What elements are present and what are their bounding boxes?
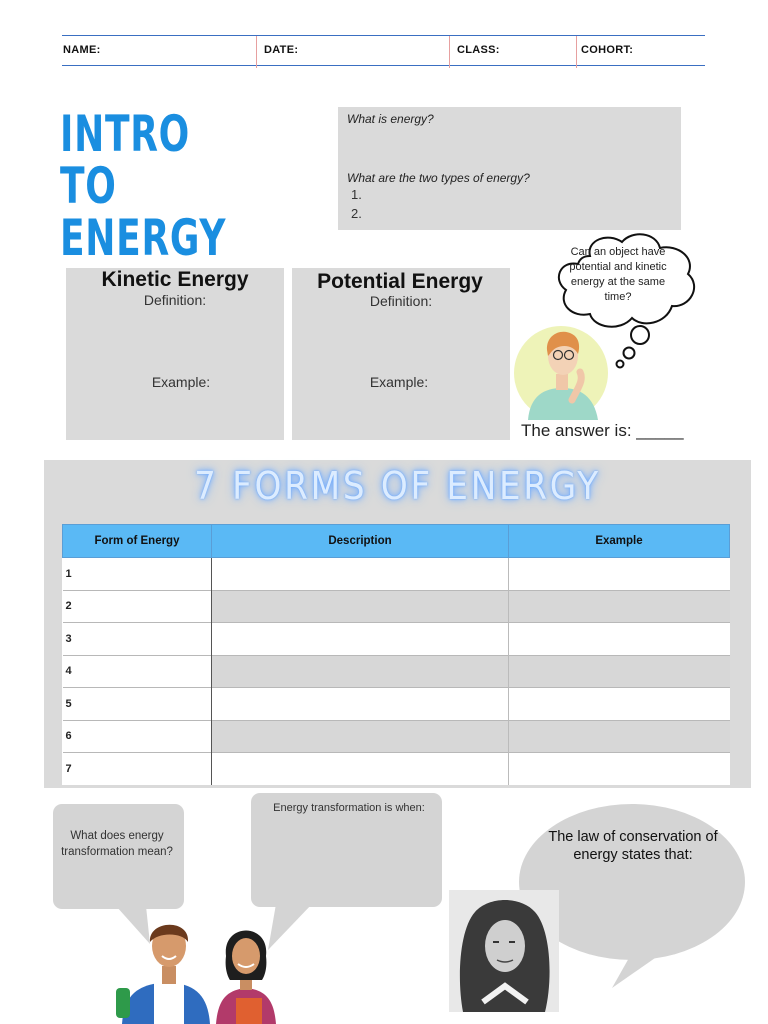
description-cell[interactable] [212,590,509,623]
potential-definition-label: Definition: [369,293,433,309]
thought-question: Can an object have potential and kinetic energy at the same time? [569,246,667,303]
kinetic-energy-card [66,268,284,440]
description-cell[interactable] [212,623,509,656]
thinking-person-icon [514,326,614,420]
row-number: 1 [63,558,212,591]
potential-energy-card [292,268,510,440]
example-cell[interactable] [509,688,730,721]
table-row [63,590,730,623]
title-line-2: ENERGY [60,209,227,267]
description-cell[interactable] [212,558,509,591]
description-cell[interactable] [212,655,509,688]
header-separator [256,36,257,68]
row-number: 5 [63,688,212,721]
example-cell[interactable] [509,720,730,753]
class-label: CLASS: [457,44,500,56]
conservation-law-text: The law of conservation of energy states that: [548,829,718,863]
date-label: DATE: [264,44,299,56]
potential-energy-title: Potential Energy [317,270,483,293]
scientist-portrait-icon [449,890,559,1012]
table-row [63,623,730,656]
description-cell[interactable] [212,753,509,785]
description-cell[interactable] [212,688,509,721]
example-cell[interactable] [509,753,730,785]
kinetic-example-label: Example: [151,374,211,390]
example-cell[interactable] [509,590,730,623]
table-row [63,558,730,591]
students-illustration-icon [116,912,286,1024]
table-row [63,688,730,721]
forms-table [62,524,730,785]
table-header-row [63,525,730,558]
row-number: 2 [63,590,212,623]
column-header-form: Form of Energy [63,525,212,558]
row-number: 7 [63,753,212,785]
example-cell[interactable] [509,623,730,656]
header-separator [576,36,577,68]
column-header-description: Description [212,525,509,558]
potential-example-label: Example: [369,374,429,390]
row-number: 4 [63,655,212,688]
description-cell[interactable] [212,720,509,753]
header-bottom-line [62,65,705,66]
answer-item-1: 1. [351,187,362,202]
row-number: 6 [63,720,212,753]
answer-item-2: 2. [351,206,362,221]
cohort-label: COHORT: [581,44,634,56]
example-cell[interactable] [509,655,730,688]
table-row [63,720,730,753]
example-cell[interactable] [509,558,730,591]
transformation-question-text: What does energy transformation mean? [61,830,173,858]
name-label: NAME: [63,44,101,56]
row-number: 3 [63,623,212,656]
column-header-example: Example [509,525,730,558]
header-separator [449,36,450,68]
kinetic-definition-label: Definition: [143,292,207,308]
page-title [60,105,254,267]
forms-title: 7 FORMS OF ENERGY [194,464,601,508]
table-row [63,753,730,785]
header-top-line [62,35,705,36]
question-two-types: What are the two types of energy? [347,171,530,185]
kinetic-energy-title: Kinetic Energy [101,268,249,291]
transformation-answer-text: Energy transformation is when: [273,802,425,814]
title-line-1: INTRO TO [60,105,191,215]
question-what-is-energy: What is energy? [347,112,434,126]
table-row [63,655,730,688]
answer-line: The answer is: _____ [521,421,684,440]
